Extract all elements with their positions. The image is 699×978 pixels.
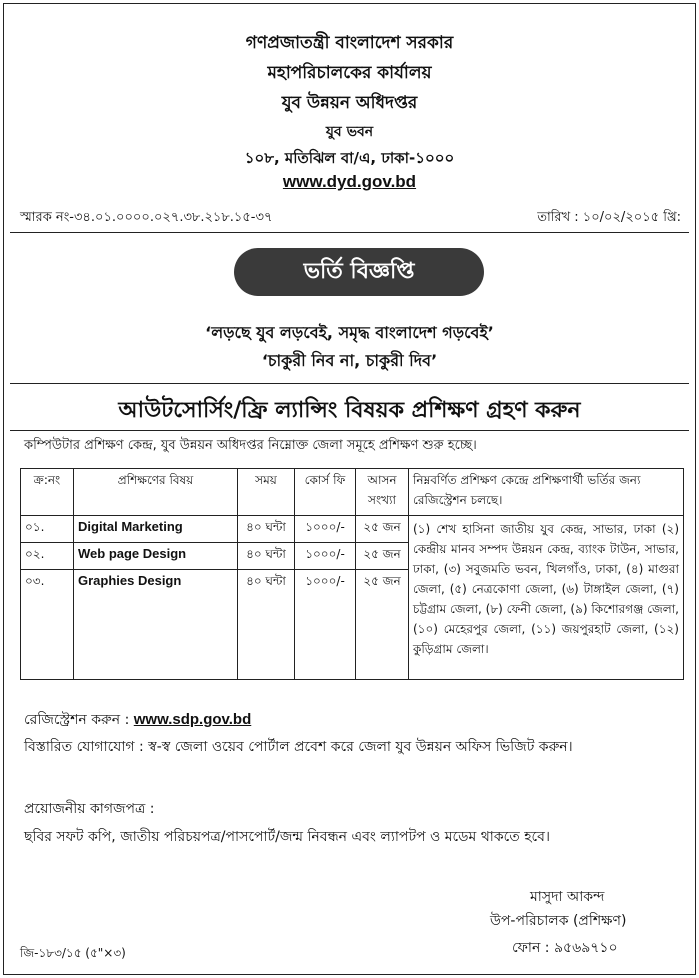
row-duration: ৪০ ঘন্টা <box>238 543 295 570</box>
row-duration: ৪০ ঘন্টা <box>238 516 295 543</box>
main-heading: আউটসোর্সিং/ফ্রি ল্যান্সিং বিষয়ক প্রশিক্ষণ গ্রহণ করুন <box>118 398 581 423</box>
footer-code: জি-১৮৩/১৫ (৫"×৩) <box>20 946 126 960</box>
row-seats: ২৫ জন <box>356 543 409 570</box>
row-sl: ০১. <box>21 516 74 543</box>
training-centers-list: (১) শেখ হাসিনা জাতীয় যুব কেন্দ্র, সাভার, ঢাকা (২) কেন্দ্রীয় মানব সম্পদ উন্নয়ন কেন্দ্র, ব্যাংক টাউন, সাভার, ঢাকা, (৩) সবুজমতি ভবন, খিলগাঁও, ঢাকা, (৪) মাগুরা জেলা, (৫) নেত্রকোণা জেলা, (৬) টাঙ্গাইল জেলা, (৭) চট্টগ্রাম জেলা, (৮) ফেনী জেলা, (৯) কিশোরগঞ্জ জেলা, (১০) মেহেরপুর জেলা, (১১) জয়পুরহাট জেলা, (১২) কুড়িগ্রাম জেলা। <box>409 516 684 680</box>
row-subject: Web page Design <box>74 543 238 570</box>
col-header-fee: কোর্স ফি <box>295 469 356 516</box>
row-fee: ১০০০/- <box>295 570 356 680</box>
course-table <box>20 468 684 680</box>
row-subject: Digital Marketing <box>74 516 238 543</box>
slogan-one: ‘লড়ছে যুব লড়বেই, সমৃদ্ধ বাংলাদেশ গড়বেই’ <box>205 323 494 342</box>
col-header-subject: প্রশিক্ষণের বিষয় <box>74 469 238 516</box>
notice-title-badge: ভর্তি বিজ্ঞপ্তি <box>234 248 484 296</box>
row-sl: ০৩. <box>21 570 74 680</box>
row-duration: ৪০ ঘন্টা <box>238 570 295 680</box>
signatory-name: মাসুদা আকন্দ <box>530 889 605 905</box>
table-header-row <box>21 469 684 516</box>
header-government: গণপ্রজাতন্ত্রী বাংলাদেশ সরকার <box>245 33 454 53</box>
intro-text: কম্পিউটার প্রশিক্ষণ কেন্দ্র, যুব উন্নয়ন অধিদপ্তর নিম্নোক্ত জেলা সমূহে প্রশিক্ষণ শুরু হচ্ছে। <box>24 438 477 453</box>
col-header-seats: আসন সংখ্যা <box>356 469 409 516</box>
signatory-designation: উপ-পরিচালক (প্রশিক্ষণ) <box>490 913 627 929</box>
divider-heading-top <box>10 383 689 384</box>
col-header-centers: নিম্নবর্ণিত প্রশিক্ষণ কেন্দ্রে প্রশিক্ষণার্থী ভর্তির জন্য রেজিস্ট্রেশন চলছে। <box>409 469 684 516</box>
header-building: যুব ভবন <box>325 124 374 140</box>
row-seats: ২৫ জন <box>356 570 409 680</box>
col-header-sl: ক্র:নং <box>21 469 74 516</box>
contact-text: বিস্তারিত যোগাযোগ : স্ব-স্ব জেলা ওয়েব পোর্টাল প্রবেশ করে জেলা যুব উন্নয়ন অফিস ভিজিট করুন। <box>24 739 573 755</box>
documents-text: ছবির সফট কপি, জাতীয় পরিচয়পত্র/পাসপোর্ট/জন্ম নিবন্ধন এবং ল্যাপটপ ও মডেম থাকতে হবে। <box>24 829 550 845</box>
memo-number: স্মারক নং-৩৪.০১.০০০০.০২৭.৩৮.২১৮.১৫-৩৭ <box>20 210 273 225</box>
signatory-phone: ফোন : ৯৫৬৯৭১০ <box>512 940 618 956</box>
registration-label: রেজিস্ট্রেশন করুন : <box>24 712 130 728</box>
registration-line <box>24 708 251 732</box>
registration-link[interactable]: www.sdp.gov.bd <box>133 711 252 728</box>
documents-label: প্রয়োজনীয় কাগজপত্র : <box>24 801 155 817</box>
divider-heading-bottom <box>10 430 689 431</box>
table-row <box>21 516 684 543</box>
col-header-duration: সময় <box>238 469 295 516</box>
row-fee: ১০০০/- <box>295 543 356 570</box>
header-website-link[interactable]: www.dyd.gov.bd <box>282 172 417 191</box>
row-subject: Graphies Design <box>74 570 238 680</box>
header-department: যুব উন্নয়ন অধিদপ্তর <box>281 93 418 113</box>
header-address: ১০৮, মতিঝিল বা/এ, ঢাকা-১০০০ <box>244 149 455 167</box>
divider-top <box>10 232 689 233</box>
row-fee: ১০০০/- <box>295 516 356 543</box>
row-seats: ২৫ জন <box>356 516 409 543</box>
slogan-two: ‘চাকুরী নিব না, চাকুরী দিব’ <box>261 351 438 370</box>
notice-date: তারিখ : ১০/০২/২০১৫ খ্রি: <box>537 210 681 225</box>
header-office: মহাপরিচালকের কার্যালয় <box>267 63 432 83</box>
row-sl: ০২. <box>21 543 74 570</box>
